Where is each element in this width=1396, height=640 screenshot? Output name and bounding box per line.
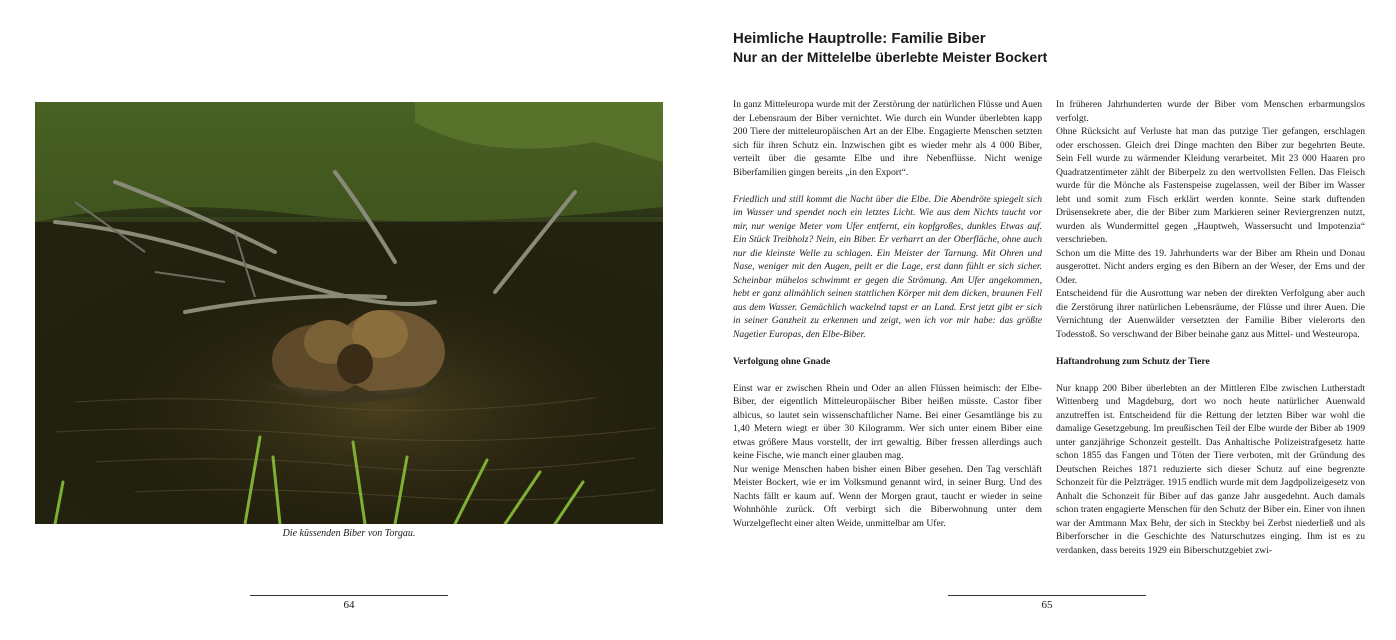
footer-rule bbox=[250, 595, 448, 596]
beaver-photo bbox=[35, 102, 663, 524]
paragraph: Einst war er zwischen Rhein und Oder an allen Flüssen heimisch: der Elbe-Biber, der eigentlich Mitteleuropäischer Biber heißen müsste. Castor fiber albicus, so lautet sein wissenschaftlicher Name. Bei einer Gesamtlänge bis zu 1,40 Metern wiegt er über 30 Kilogramm. Wer sich unter einem Biber eine etwas größere Maus vorstellt, der irrt gewaltig. Biber fressen allerdings auch keine Fische, wie manch einer glauben mag. bbox=[733, 382, 1042, 461]
photo-caption: Die küssenden Biber von Torgau. bbox=[282, 528, 416, 539]
paragraph-italic: Friedlich und still kommt die Nacht über die Elbe. Die Abendröte spiegelt sich im Wasser und spendet noch ein letztes Licht. Wie aus dem Nichts taucht vor mir, nur wenige Meter vom Ufer entfernt, ein kopfgroßes, dunkles Etwas auf. Ein Stück Treibholz? Nein, ein Biber. Er verharrt an der Oberfläche, ohne auch nur die kleinste Welle zu schlagen. Ein Meister der Tarnung. Mit Ohren und Nase, weniger mit den Augen, peilt er die Lage, erst dann fühlt er sich sicher. Scheinbar mühelos schwimmt er gegen die Strömung. Am Ufer angekommen, hebt er ganz allmählich seinen stattlichen Körper mit dem dicken, braunen Fell aus dem Wasser. Gemächlich wackelnd tapst er an Land. Erst jetzt gibt er sich in seiner Ganzheit zu erkennen und zeigt, wen ich vor mir habe: das größte Nagetier Europas, den Elbe-Biber. bbox=[733, 193, 1042, 340]
text-column-1 bbox=[733, 98, 1042, 530]
paragraph: Schon um die Mitte des 19. Jahrhunderts war der Biber am Rhein und Donau ausgerottet. Nicht anders erging es den Bibern an der Weser, der Ems und der Oder. bbox=[1056, 247, 1365, 286]
article-title: Heimliche Hauptrolle: Familie Biber bbox=[733, 30, 986, 47]
paragraph: In früheren Jahrhunderten wurde der Biber vom Menschen erbarmungslos verfolgt. bbox=[1056, 99, 1365, 124]
right-page bbox=[698, 0, 1396, 640]
section-heading: Verfolgung ohne Gnade bbox=[733, 355, 831, 367]
paragraph: In ganz Mitteleuropa wurde mit der Zerstörung der natürlichen Flüsse und Auen der Lebensraum der Biber vernichtet. Wie durch ein Wunder überlebten kapp 200 Tiere der mitteleuropäischen Art an der Elbe. Engagierte Menschen setzten sich für ihren Schutz ein. Inzwischen gibt es wieder mehr als 4 000 Biber, verteilt über die gesamte Elbe und ihre Nebenflüsse. Nicht wenige Biberfamilien gingen bereits „in den Export“. bbox=[733, 99, 1042, 178]
page-number: 65 bbox=[1041, 599, 1053, 611]
beaver-photo-illustration bbox=[35, 102, 663, 524]
text-column-2 bbox=[1056, 98, 1365, 557]
paragraph: Nur wenige Menschen haben bisher einen Biber gesehen. Den Tag verschläft Meister Bockert, wie er im Volksmund genannt wird, in seiner Burg. Und des Nachts fällt er kaum auf. Wenn der Morgen graut, taucht er wieder in seine Wohnhöhle zurück. Oft verbirgt sich die Biberwohnung unter dem Wurzelgeflecht einer alten Weide, unmittelbar am Ufer. bbox=[733, 463, 1042, 529]
page-number: 64 bbox=[343, 599, 355, 611]
paragraph: Entscheidend für die Ausrottung war neben der direkten Verfolgung aber auch die Zerstörung ihrer natürlichen Lebensräume, der Flüsse und ihrer Auen. Die Vernichtung der Auenwälder versetzten der Familie Biber vielerorts den Todesstoß. So verschwand der Biber beinahe ganz aus Mittel- und Westeuropa. bbox=[1056, 288, 1365, 340]
paragraph: Ohne Rücksicht auf Verluste hat man das putzige Tier gefangen, erschlagen oder erschossen. Gleich drei Dinge machten den Biber zur begehrten Beute. Sein Fell wurde zu wärmender Kleidung verarbeitet. Mit 23 000 Haaren pro Quadratzentimeter zählt der Biberpelz zu den wertvollsten Fellen. Das Fleisch wurde für die Mönche als Fastenspeise zugelassen, weil der Biber im Wasser lebt und somit zum Fisch erklärt werden konnte. Seine stark duftenden Drüsensekrete aber, die der Biber zum Markieren seiner Reviergrenzen nutzt, wurden als Wundermittel gegen „Hauptweh, Wassersucht und Impotenzia“ verschrieben. bbox=[1056, 126, 1365, 245]
article-subtitle: Nur an der Mittelelbe überlebte Meister Bockert bbox=[733, 49, 1048, 65]
section-heading: Haftandrohung zum Schutz der Tiere bbox=[1056, 355, 1210, 367]
paragraph: Nur knapp 200 Biber überlebten an der Mittleren Elbe zwischen Lutherstadt Wittenberg und Magdeburg, dort wo noch heute natürlicher Auenwald anzutreffen ist. Entscheidend für die Rettung der letzten Biber war wohl die damalige Gesetzgebung. Im preußischen Teil der Elbe wurde der Biber ab 1909 unter ganzjährige Schonzeit gestellt. Das Anhaltische Polizeistrafgesetz hatte schon 1855 das Fangen und Töten der Tiere verboten, mit der Gründung des Deutschen Reiches 1871 reduzierte sich dieser Schutz auf eine begrenzte Schonzeit für die Pelzträger. 1915 endlich wurde mit dem Jagdpolizeigesetz von Anhalt die Schonzeit für Biber auf das ganze Jahr ausgedehnt. Auch damals schon traten engagierte Menschen für den Schutz der Biber ein. Einer von ihnen war der Amtmann Max Behr, der sich in Steckby bei Zerbst niederließ und als Biberforscher in die Geschichte des Naturschutzes einging. Ihm ist es zu verdanken, dass bereits 1929 ein Biberschutzgebiet zwi- bbox=[1056, 382, 1365, 556]
footer-rule bbox=[948, 595, 1146, 596]
